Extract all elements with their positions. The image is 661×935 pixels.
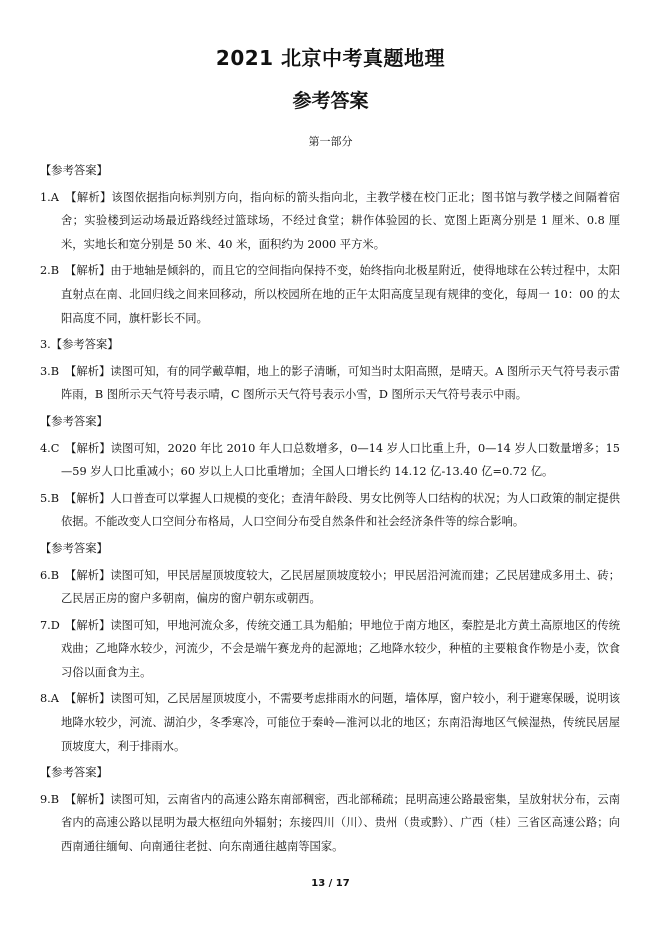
answer-header: 【参考答案】 xyxy=(40,766,108,780)
answer-item xyxy=(40,687,620,758)
answer-number: 2.B xyxy=(40,264,60,278)
answer-item xyxy=(40,437,620,484)
answer-explanation: 【解析】由于地轴是倾斜的，而且它的空间指向保持不变，始终指向北极星附近，使得地球在公转过程中，太阳直射点在南、北回归线之间来回移动，所以校园所在地的正午太阳高度呈现有规律的变化，每周一 10：00 的太阳高度不同，旗杆影长不同。 xyxy=(61,264,620,325)
answer-number: 8.A xyxy=(40,692,59,706)
page-title: 2021 北京中考真题地理 xyxy=(215,46,446,70)
answer-body xyxy=(40,156,620,862)
answer-explanation: 【解析】读图可知，甲民居屋顶坡度较大，乙民居屋顶坡度较小；甲民居沿河流而建；乙民居建成多用土、砖；乙民居正房的窗户多朝南，偏房的窗户朝东或朝西。 xyxy=(61,568,620,606)
answer-number: 3.B xyxy=(40,364,60,378)
answer-item xyxy=(40,564,620,611)
answer-explanation: 【解析】读图可知，2020 年比 2010 年人口总数增多，0—14 岁人口比重上升，0—14 岁人口数量增多；15—59 岁人口比重减小；60 岁以上人口比重增加；全国人口增长约 14.12 亿-13.40 亿=0.72 亿。 xyxy=(61,441,620,479)
answer-item xyxy=(40,360,620,407)
answer-item xyxy=(40,487,620,534)
answer-item xyxy=(40,259,620,330)
answer-explanation: 【解析】读图可知，有的同学戴草帽，地上的影子清晰，可知当时太阳高照，是晴天。A 图所示天气符号表示雷阵雨，B 图所示天气符号表示晴，C 图所示天气符号表示小雪，D 图所示天气符号表示中雨。 xyxy=(61,364,620,402)
answer-explanation: 【解析】读图可知，乙民居屋顶坡度小，不需要考虑排雨水的问题，墙体厚，窗户较小，利于避寒保暖，说明该地降水较少，河流、湖泊少，冬季寒冷，可能位于秦岭—淮河以北的地区；东南沿海地区气候湿热，传统民居屋顶坡度大，利于排雨水。 xyxy=(61,692,620,753)
answer-number: 7.D xyxy=(40,618,60,632)
answer-number: 5.B xyxy=(40,491,60,505)
page-subtitle: 参考答案 xyxy=(292,90,369,112)
answer-header: 【参考答案】 xyxy=(40,414,108,428)
answer-header: 【参考答案】 xyxy=(40,164,108,177)
section-label: 第一部分 xyxy=(308,135,353,148)
answer-explanation: 【解析】读图可知，甲地河流众多，传统交通工具为船舶；甲地位于南方地区，秦腔是北方黄土高原地区的传统戏曲；乙地降水较少，河流少，不会是端午赛龙舟的起源地；乙地降水较少，种植的主要粮食作物是小麦，饮食习俗以面食为主。 xyxy=(61,618,620,679)
answer-item xyxy=(40,186,620,257)
page-number: 13 / 17 xyxy=(311,878,350,889)
answer-number: 4.C xyxy=(40,441,60,455)
answer-number: 9.B xyxy=(40,792,60,806)
answer-explanation: 【解析】人口普查可以掌握人口规模的变化；查清年龄段、男女比例等人口结构的状况；为人口政策的制定提供依据。不能改变人口空间分布格局，人口空间分布受自然条件和社会经济条件等的综合影响。 xyxy=(61,491,620,529)
answer-header: 【参考答案】 xyxy=(40,541,108,555)
answer-explanation: 【解析】该图依据指向标判别方向，指向标的箭头指向北，主教学楼在校门正北；图书馆与教学楼之间隔着宿舍；实验楼到运动场最近路线经过篮球场，不经过食堂；耕作体验园的长、宽图上距离分别是 1 厘米、0.8 厘米，实地长和宽分别是 50 米、40 米，面积约为 2000 平方米。 xyxy=(61,190,620,251)
answer-number: 6.B xyxy=(40,568,60,582)
answer-item xyxy=(40,614,620,685)
answer-number: 1.A xyxy=(40,190,59,204)
answer-item xyxy=(40,788,620,859)
answer-explanation: 【解析】读图可知，云南省内的高速公路东南部稠密，西北部稀疏；昆明高速公路最密集，呈放射状分布，云南省内的高速公路以昆明为最大枢纽向外辐射；东接四川（川）、贵州（贵或黔）、广西（桂）三省区高速公路；向西南通往缅甸、向南通往老挝、向东南通往越南等国家。 xyxy=(61,792,620,854)
answer-header: 3.【参考答案】 xyxy=(40,338,119,352)
